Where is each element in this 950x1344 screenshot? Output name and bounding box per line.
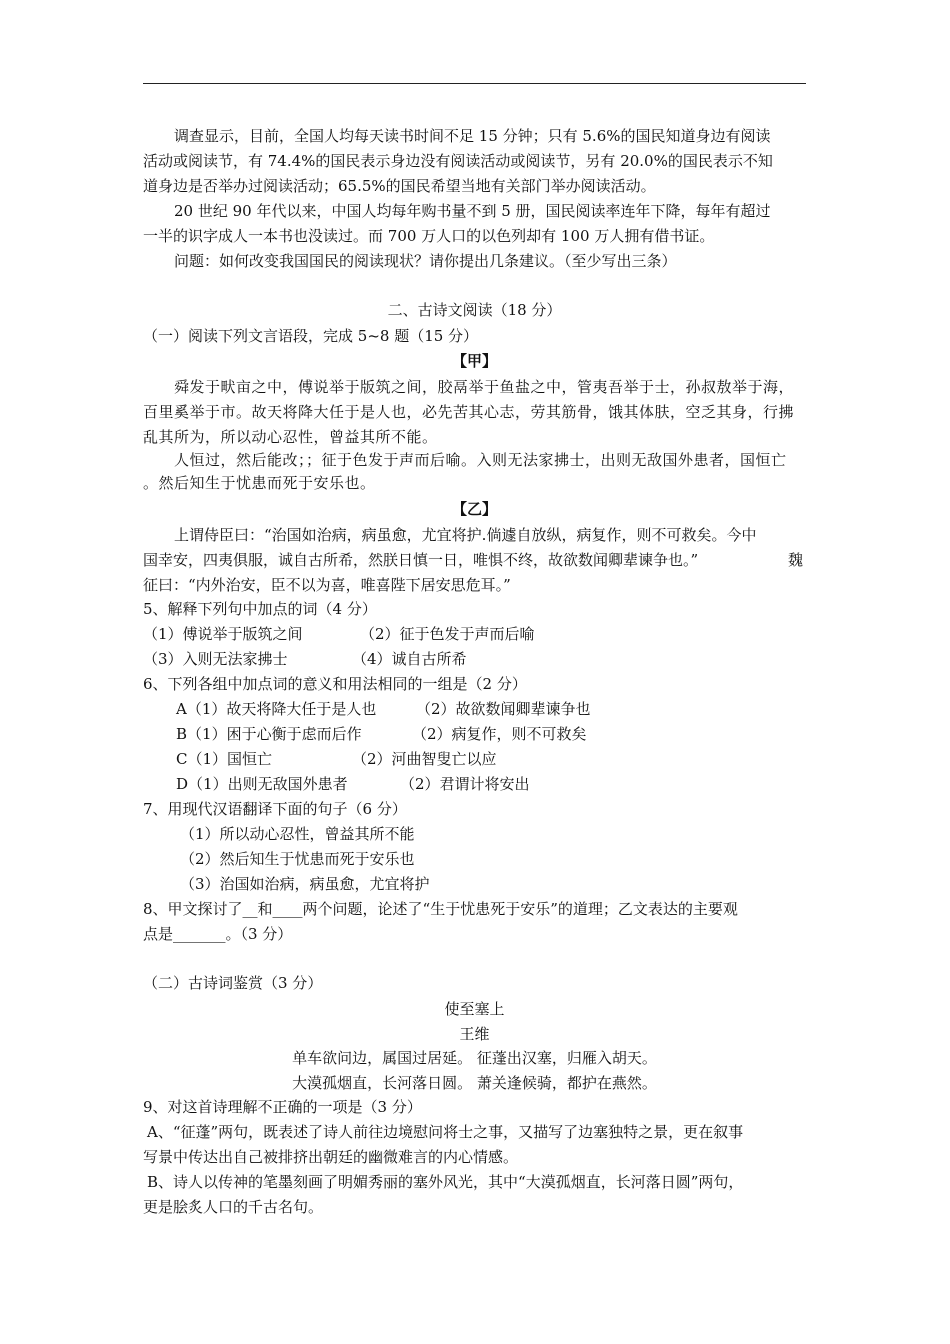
q6-d1: D（1）出则无敌国外患者 xyxy=(176,775,348,793)
q6-b2: （2）病复作，则不可救矣 xyxy=(412,725,587,743)
part1-title: （一）阅读下列文言语段，完成 5~8 题（15 分） xyxy=(143,327,479,345)
q8-line2: 点是_______。（3 分） xyxy=(143,925,293,943)
header-rule xyxy=(143,83,806,84)
survey-question: 问题：如何改变我国国民的阅读现状？请你提出几条建议。（至少写出三条） xyxy=(174,252,677,270)
part2-title: （二）古诗词鉴赏（3 分） xyxy=(143,974,323,992)
q9-option-b-line2: 更是脍炙人口的千古名句。 xyxy=(143,1198,324,1216)
q6-stem: 6、下列各组中加点词的意义和用法相同的一组是（2 分） xyxy=(143,675,527,693)
yi-line1: 上谓侍臣曰：“治国如治病，病虽愈，尤宜将护.倘遽自放纵，病复作，则不可救矣。今中 xyxy=(174,526,757,544)
jia-line2: 百里奚举于市。故天将降大任于是人也，必先苦其心志，劳其筋骨，饿其体肤，空乏其身，行拂 xyxy=(143,403,795,421)
survey-para2-line1: 20 世纪 90 年代以来，中国人均每年购书量不到 5 册，国民阅读率连年下降，每年有超过 xyxy=(174,202,771,220)
q8-line1: 8、甲文探讨了__和____两个问题，论述了“生于忧患死于安乐”的道理；乙文表达的主要观 xyxy=(143,900,738,918)
q9-stem: 9、对这首诗理解不正确的一项是（3 分） xyxy=(143,1098,422,1116)
q6-b1: B（1）困于心衡于虑而后作 xyxy=(176,725,362,743)
q5-item4: （4）诚自古所希 xyxy=(352,650,467,668)
q5-item2: （2）征于色发于声而后喻 xyxy=(360,625,535,643)
q6-d2: （2）君谓计将安出 xyxy=(400,775,530,793)
yi-line2-end: 魏 xyxy=(788,551,804,569)
poem-title: 使至塞上 xyxy=(444,1000,505,1018)
jia-line5: 。然后知生于忧患而死于安乐也。 xyxy=(143,474,376,492)
q5-item1: （1）傅说举于版筑之间 xyxy=(143,625,303,643)
q7-sentence2: （2）然后知生于忧患而死于安乐也 xyxy=(180,850,415,868)
q9-option-a-line1: A、“征蓬”两句，既表述了诗人前往边境慰问将士之事，又描写了边塞独特之景，更在叙事 xyxy=(147,1123,744,1141)
poem-author: 王维 xyxy=(459,1025,490,1043)
jia-line3: 乱其所为，所以动心忍性，曾益其所不能。 xyxy=(143,428,438,446)
q7-sentence3: （3）治国如治病，病虽愈，尤宜将护 xyxy=(180,875,430,893)
survey-para1-line1: 调查显示，目前，全国人均每天读书时间不足 15 分钟；只有 5.6%的国民知道身边有阅读 xyxy=(174,127,771,145)
survey-para1-line3: 道身边是否举办过阅读活动；65.5%的国民希望当地有关部门举办阅读活动。 xyxy=(143,177,656,195)
q6-c2: （2）河曲智叟亡以应 xyxy=(352,750,497,768)
yi-line2: 国幸安，四夷俱服，诚自古所希，然朕日慎一日，唯惧不终，故欲数闻卿辈谏争也。” xyxy=(143,551,699,569)
survey-para2-line2: 一半的识字成人一本书也没读过。而 700 万人口的以色列却有 100 万人拥有借书证。 xyxy=(143,227,715,245)
q6-a1: A（1）故天将降大任于是人也 xyxy=(176,700,377,718)
poem-line1: 单车欲问边，属国过居延。 征蓬出汉塞，归雁入胡天。 xyxy=(292,1049,657,1067)
jia-line4: 人恒过，然后能改；；征于色发于声而后喻。入则无法家拂士，出则无敌国外患者，国恒亡 xyxy=(174,451,787,469)
q5-item3: （3）入则无法家拂士 xyxy=(143,650,288,668)
yi-line3: 征曰：“内外治安，臣不以为喜，唯喜陛下居安思危耳。” xyxy=(143,576,511,594)
q5-stem: 5、解释下列句中加点的词（4 分） xyxy=(143,600,377,618)
q6-c1: C（1）国恒亡 xyxy=(176,750,273,768)
q9-option-b-line1: B、诗人以传神的笔墨刻画了明媚秀丽的塞外风光，其中“大漠孤烟直，长河落日圆”两句， xyxy=(147,1173,744,1191)
q7-sentence1: （1）所以动心忍性，曾益其所不能 xyxy=(180,825,415,843)
yi-heading: 【乙】 xyxy=(451,500,497,518)
section-title: 二、古诗文阅读（18 分） xyxy=(387,301,562,319)
q9-option-a-line2: 写景中传达出自己被排挤出朝廷的幽微难言的内心情感。 xyxy=(143,1148,519,1166)
q6-a2: （2）故欲数闻卿辈谏争也 xyxy=(416,700,591,718)
q7-stem: 7、用现代汉语翻译下面的句子（6 分） xyxy=(143,800,407,818)
survey-para1-line2: 活动或阅读节，有 74.4%的国民表示身边没有阅读活动或阅读节，另有 20.0%的国民表示不知 xyxy=(143,152,773,170)
jia-line1: 舜发于畎亩之中，傅说举于版筑之间，胶鬲举于鱼盐之中，管夷吾举于士，孙叔敖举于海， xyxy=(174,378,795,396)
poem-line2: 大漠孤烟直，长河落日圆。 萧关逢候骑，都护在燕然。 xyxy=(292,1074,657,1092)
jia-heading: 【甲】 xyxy=(451,352,497,370)
